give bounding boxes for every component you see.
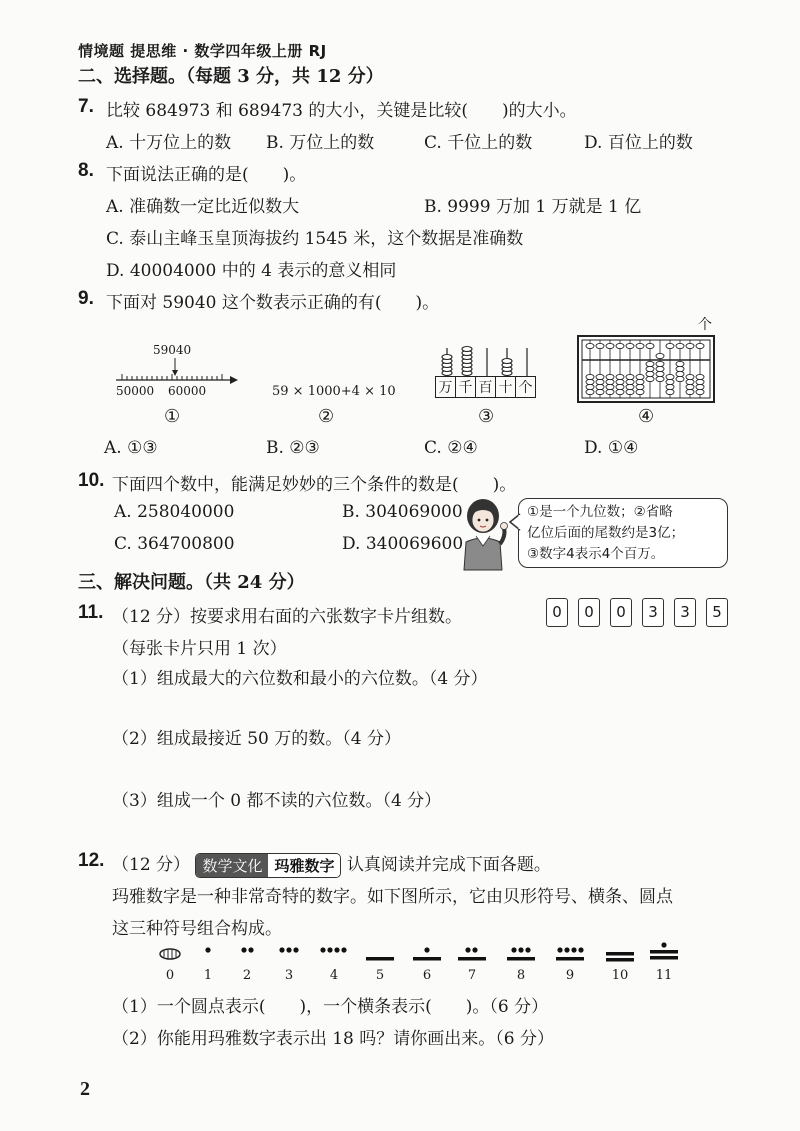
q9-option-d: D. ①④: [584, 438, 639, 458]
tag-math-culture: 数学文化: [196, 854, 268, 877]
q11-part-1: （1）组成最大的六位数和最小的六位数。（4 分）: [112, 669, 488, 689]
q8-stem: 下面说法正确的是( )。: [106, 165, 307, 185]
maya-label: 6: [422, 968, 432, 983]
q12-intro-2: 这三种符号组合构成。: [112, 919, 282, 939]
girl-miaomiao-illustration: [456, 496, 510, 574]
digit-card: 0: [578, 598, 600, 627]
section-2-title: 二、选择题。（每题 3 分，共 12 分）: [78, 66, 384, 87]
digit-card: 3: [642, 598, 664, 627]
q11-part-2: （2）组成最接近 50 万的数。（4 分）: [112, 729, 401, 749]
q12-intro-1: 玛雅数字是一种非常奇特的数字。如下图所示，它由贝形符号、横条、圆点: [112, 887, 673, 907]
culture-tag: [195, 853, 341, 878]
q12-line: [112, 850, 551, 878]
q11-stem: （12 分）按要求用右面的六张数字卡片组数。: [112, 607, 463, 627]
q8-option-a: A. 准确数一定比近似数大: [106, 197, 300, 217]
q11-part-3: （3）组成一个 0 都不读的六位数。（4 分）: [112, 791, 442, 811]
digit-card: 0: [610, 598, 632, 627]
q9-option-b: B. ②③: [266, 438, 320, 458]
figure-label-3: ③: [478, 406, 495, 427]
q10-number: 10.: [78, 470, 105, 491]
q8-option-c: C. 泰山主峰玉皇顶海拔约 1545 米，这个数据是准确数: [106, 229, 524, 249]
q10-option-d: D. 340069600: [342, 534, 464, 554]
digit-card: 0: [546, 598, 568, 627]
q12-stem-tail: 认真阅读并完成下面各题。: [346, 855, 551, 875]
maya-label: 10: [611, 968, 629, 983]
counter-label-qian: 千: [456, 377, 476, 397]
maya-label: 8: [516, 968, 526, 983]
maya-label: 0: [165, 968, 175, 983]
q7-number: 7.: [78, 96, 94, 117]
q7-option-d: D. 百位上的数: [584, 133, 693, 153]
q7-option-a: A. 十万位上的数: [106, 133, 232, 153]
q12-part-2: （2）你能用玛雅数字表示出 18 吗？请你画出来。（6 分）: [112, 1029, 554, 1049]
page-number: 2: [80, 1078, 90, 1100]
number-line-left-label: 50000: [116, 384, 155, 398]
maya-label: 3: [284, 968, 294, 983]
bubble-line-2: 亿位后面的尾数约是3亿；: [527, 525, 685, 541]
q9-stem: 下面对 59040 这个数表示正确的有( )。: [106, 293, 440, 313]
q12-points: （12 分）: [112, 855, 191, 875]
section-3-title: 三、解决问题。（共 24 分）: [78, 572, 305, 593]
q10-option-c: C. 364700800: [114, 534, 235, 554]
maya-label: 11: [655, 968, 673, 983]
running-header: 情境题 提思维 · 数学四年级上册 RJ: [78, 42, 327, 60]
q9-number: 9.: [78, 288, 94, 309]
q7-stem: 比较 684973 和 689473 的大小，关键是比较( )的大小。: [106, 101, 577, 121]
q7-option-c: C. 千位上的数: [424, 133, 533, 153]
number-line-right-label: 60000: [168, 384, 207, 398]
counter-label-ge: 个: [518, 380, 533, 396]
speech-bubble: [518, 498, 728, 568]
maya-label: 9: [565, 968, 575, 983]
counting-frame-labels: [435, 376, 536, 398]
maya-0-shell-symbol: [160, 949, 180, 959]
digit-card: 3: [674, 598, 696, 627]
q12-part-1: （1）一个圆点表示( )，一个横条表示( )。（6 分）: [112, 997, 549, 1017]
figure-label-2: ②: [318, 406, 335, 427]
counter-label-shi: 十: [496, 377, 516, 397]
maya-label: 2: [242, 968, 252, 983]
q8-option-d: D. 40004000 中的 4 表示的意义相同: [106, 261, 397, 281]
expression-figure: 59 × 1000+4 × 10: [272, 384, 396, 399]
digit-card: 5: [706, 598, 728, 627]
q10-option-b: B. 304069000: [342, 502, 463, 522]
q8-number: 8.: [78, 160, 94, 181]
maya-label: 5: [375, 968, 385, 983]
maya-label: 1: [203, 968, 213, 983]
q7-option-b: B. 万位上的数: [266, 133, 375, 153]
maya-label: 4: [329, 968, 339, 983]
figure-label-1: ①: [164, 406, 181, 427]
q10-option-a: A. 258040000: [114, 502, 235, 522]
q11-number: 11.: [78, 602, 104, 623]
tag-maya-numbers: 玛雅数字: [268, 854, 340, 877]
q9-option-a: A. ①③: [104, 438, 158, 458]
q12-number: 12.: [78, 850, 105, 871]
number-line-marker-label: 59040: [153, 343, 192, 357]
abacus-ones-label: 个: [698, 317, 712, 333]
counter-label-wan: 万: [436, 377, 456, 397]
bubble-line-3: ③数字4表示4个百万。: [527, 546, 665, 562]
maya-label: 7: [467, 968, 477, 983]
bubble-line-1: ①是一个九位数；②省略: [527, 504, 673, 520]
q11-note: （每张卡片只用 1 次）: [112, 639, 287, 659]
counter-label-bai: 百: [476, 377, 496, 397]
bubble-pointer: [508, 512, 522, 532]
figure-label-4: ④: [638, 406, 655, 427]
q9-option-c: C. ②④: [424, 438, 478, 458]
q8-option-b: B. 9999 万加 1 万就是 1 亿: [424, 197, 642, 217]
abacus-figure: [576, 334, 716, 406]
q10-stem: 下面四个数中，能满足妙妙的三个条件的数是( )。: [112, 475, 517, 495]
maya-numerals-figure: [150, 940, 690, 970]
